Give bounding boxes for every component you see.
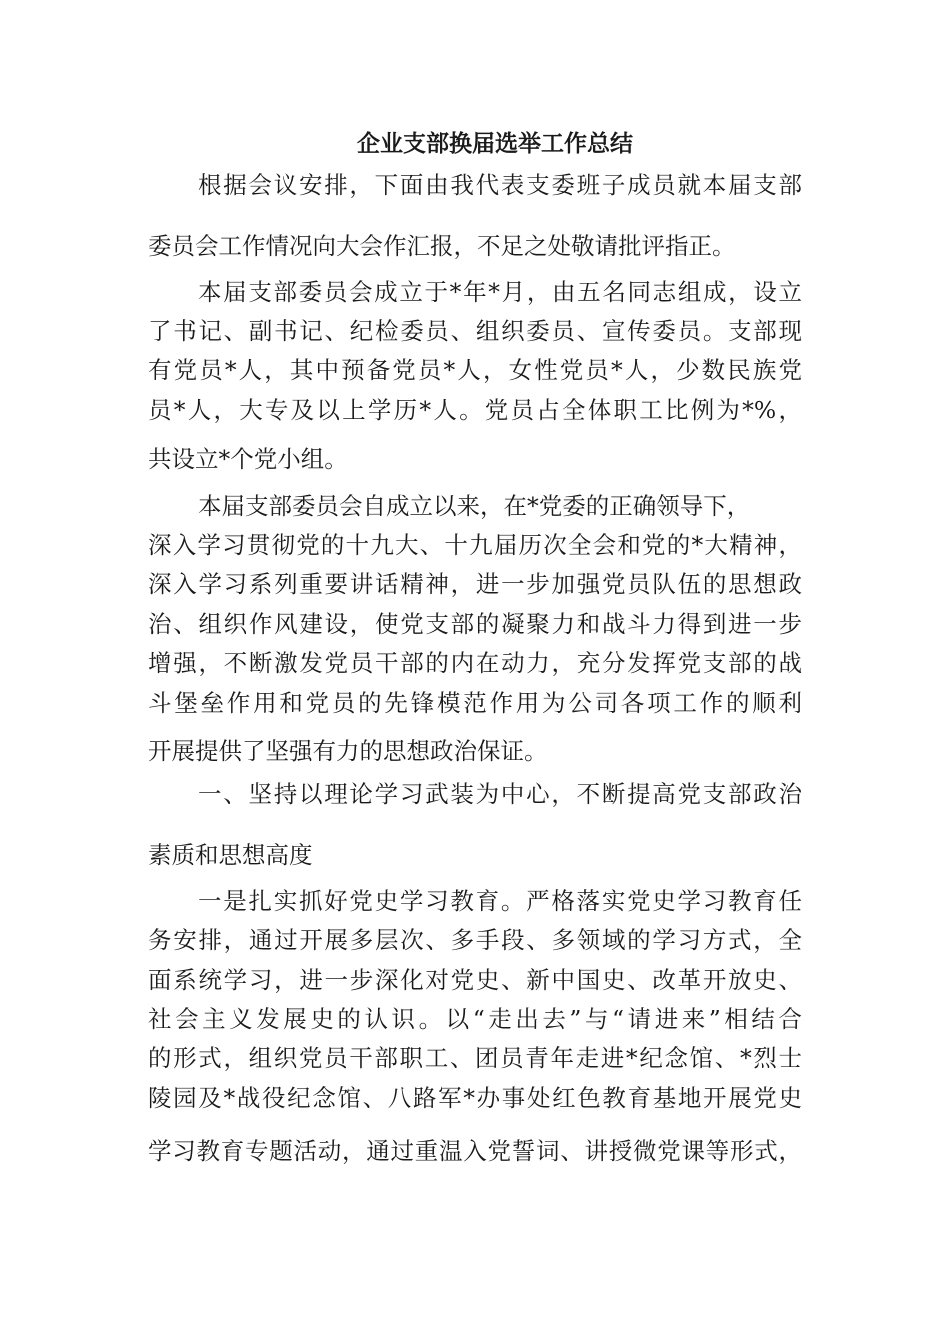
document-title: 企业支部换届选举工作总结: [357, 130, 633, 157]
section-heading-line: 一、坚持以理论学习武装为中心，不断提高党支部政治: [198, 780, 802, 808]
paragraph-line: 斗堡垒作用和党员的先锋模范作用为公司各项工作的顺利: [148, 689, 802, 717]
paragraph-line: 共设立*个党小组。: [148, 445, 348, 473]
paragraph-line: 务安排，通过开展多层次、多手段、多领域的学习方式，全: [148, 926, 802, 954]
paragraph-line: 根据会议安排，下面由我代表支委班子成员就本届支部: [198, 171, 802, 199]
paragraph-line: 有党员*人，其中预备党员*人，女性党员*人，少数民族党: [148, 356, 802, 384]
paragraph-line: 开展提供了坚强有力的思想政治保证。: [148, 737, 548, 765]
paragraph-line: 员*人，大专及以上学历*人。党员占全体职工比例为*%，: [148, 396, 802, 424]
paragraph-line: 委员会工作情况向大会作汇报，不足之处敬请批评指正。: [148, 232, 736, 260]
paragraph-line: 的形式，组织党员干部职工、团员青年走进*纪念馆、*烈士: [148, 1044, 802, 1072]
paragraph-line: 本届支部委员会自成立以来，在*党委的正确领导下，: [198, 492, 751, 520]
paragraph-line: 深入学习贯彻党的十九大、十九届历次全会和党的*大精神，: [148, 531, 802, 559]
paragraph-line: 陵园及*战役纪念馆、八路军*办事处红色教育基地开展党史: [148, 1084, 802, 1112]
paragraph-line: 增强，不断激发党员干部的内在动力，充分发挥党支部的战: [148, 649, 802, 677]
paragraph-line: 一是扎实抓好党史学习教育。严格落实党史学习教育任: [198, 887, 802, 915]
paragraph-line: 面系统学习，进一步深化对党史、新中国史、改革开放史、: [148, 966, 802, 994]
paragraph-line: 学习教育专题活动，通过重温入党誓词、讲授微党课等形式，: [148, 1137, 802, 1165]
paragraph-line: 深入学习系列重要讲话精神，进一步加强党员队伍的思想政: [148, 570, 802, 598]
paragraph-line: 了书记、副书记、纪检委员、组织委员、宣传委员。支部现: [148, 317, 802, 345]
paragraph-line: 社会主义发展史的认识。以“走出去”与“请进来”相结合: [148, 1005, 802, 1033]
paragraph-line: 治、组织作风建设，使党支部的凝聚力和战斗力得到进一步: [148, 610, 802, 638]
paragraph-line: 本届支部委员会成立于*年*月，由五名同志组成，设立: [198, 278, 802, 306]
section-heading-line: 素质和思想高度: [148, 841, 313, 869]
